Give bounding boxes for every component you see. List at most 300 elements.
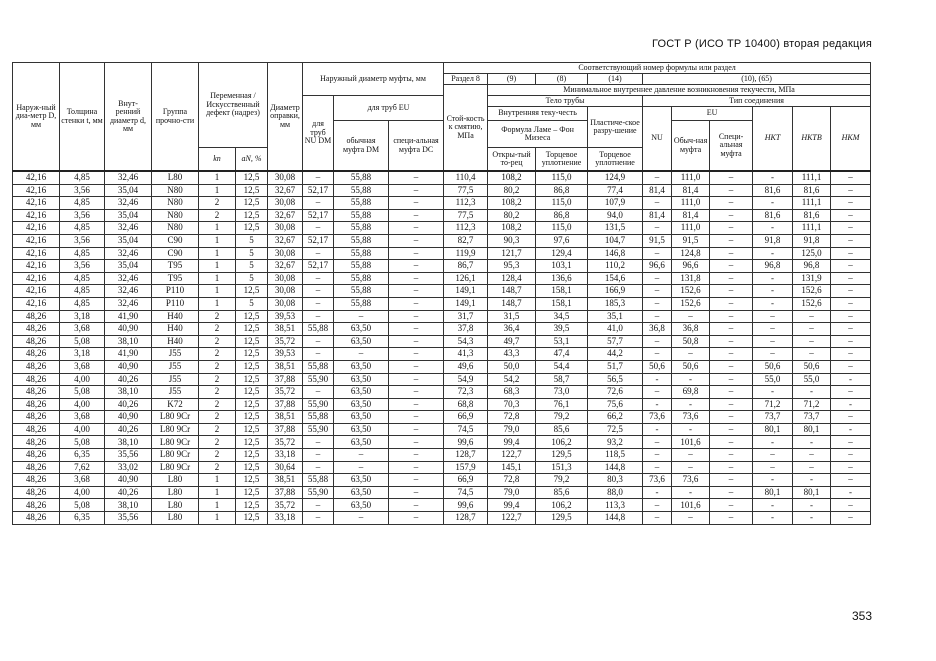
table-cell: 128,4	[488, 272, 536, 285]
table-cell: –	[710, 398, 753, 411]
table-cell: 4,85	[60, 272, 105, 285]
table-cell: 38,10	[105, 386, 152, 399]
table-cell: -	[643, 423, 672, 436]
table-cell: 41,90	[105, 310, 152, 323]
table-cell: 68,8	[444, 398, 488, 411]
table-cell: -	[672, 423, 710, 436]
table-cell: 3,68	[60, 323, 105, 336]
page-number: 353	[851, 609, 872, 623]
table-cell: 96,6	[672, 260, 710, 273]
table-cell: 73,7	[753, 411, 793, 424]
table-cell: 80,1	[753, 486, 793, 499]
table-cell: 122,7	[488, 449, 536, 462]
table-cell: 66,9	[444, 411, 488, 424]
table-cell: –	[389, 474, 444, 487]
table-cell: –	[389, 260, 444, 273]
table-cell: 55,88	[303, 411, 334, 424]
table-cell: –	[831, 260, 871, 273]
table-cell: 44,2	[588, 348, 643, 361]
table-cell: 36,4	[488, 323, 536, 336]
table-row	[13, 373, 871, 386]
table-cell: –	[710, 184, 753, 197]
table-cell: –	[710, 222, 753, 235]
table-cell: -	[753, 197, 793, 210]
table-cell: –	[389, 449, 444, 462]
table-cell: 12,5	[236, 386, 268, 399]
table-cell: 79,2	[536, 474, 588, 487]
header-outer-diameter: Наруж-ный диа-метр D, мм	[13, 63, 60, 172]
header-f10-65: (10), (65)	[643, 74, 871, 85]
table-cell: 77,5	[444, 184, 488, 197]
table-cell: 4,00	[60, 373, 105, 386]
table-cell: –	[389, 285, 444, 298]
table-cell: 73,7	[793, 411, 831, 424]
table-cell: 73,6	[672, 411, 710, 424]
table-cell: 12,5	[236, 499, 268, 512]
table-cell: 68,3	[488, 386, 536, 399]
table-cell: 2	[199, 461, 236, 474]
table-cell: J55	[152, 348, 199, 361]
table-cell: 111,1	[793, 197, 831, 210]
table-cell: 42,16	[13, 272, 60, 285]
table-cell: 3,56	[60, 209, 105, 222]
table-cell: 5,08	[60, 499, 105, 512]
table-cell: L80 9Cr	[152, 423, 199, 436]
table-cell: N80	[152, 209, 199, 222]
header-collapse: Стой-кость к смятию, МПа	[444, 85, 488, 172]
table-cell: 119,9	[444, 247, 488, 260]
table-cell: –	[389, 222, 444, 235]
table-cell: 81,4	[672, 209, 710, 222]
table-cell: 35,72	[268, 386, 303, 399]
table-cell: 124,8	[672, 247, 710, 260]
table-cell: 86,8	[536, 209, 588, 222]
table-cell: 36,8	[672, 323, 710, 336]
table-cell: 42,16	[13, 285, 60, 298]
table-cell: 7,62	[60, 461, 105, 474]
table-cell: 36,8	[643, 323, 672, 336]
table-cell: 4,85	[60, 297, 105, 310]
table-cell: 144,8	[588, 512, 643, 525]
table-cell: 5	[236, 272, 268, 285]
table-cell: –	[303, 297, 334, 310]
table-cell: 112,3	[444, 197, 488, 210]
table-cell: 55,90	[303, 398, 334, 411]
table-cell: -	[753, 171, 793, 184]
table-cell: 12,5	[236, 512, 268, 525]
table-cell: 30,08	[268, 247, 303, 260]
table-cell: –	[831, 449, 871, 462]
header-inner-diameter: Внут-ренний диаметр d, мм	[105, 63, 152, 172]
table-cell: 72,8	[488, 411, 536, 424]
table-cell: 37,88	[268, 486, 303, 499]
table-cell: P110	[152, 285, 199, 298]
table-cell: 2	[199, 398, 236, 411]
table-cell: -	[753, 247, 793, 260]
table-cell: 148,7	[488, 297, 536, 310]
table-row	[13, 222, 871, 235]
table-cell: 99,4	[488, 499, 536, 512]
table-cell: 12,5	[236, 323, 268, 336]
header-min-pressure: Минимальное внутреннее давление возникновения текучести, МПа	[488, 85, 871, 96]
table-cell: 110,2	[588, 260, 643, 273]
table-cell: –	[753, 335, 793, 348]
header-pipe-body: Тело трубы	[488, 96, 643, 107]
table-cell: 110,4	[444, 171, 488, 184]
table-cell: 31,7	[444, 310, 488, 323]
table-cell: –	[643, 247, 672, 260]
table-cell: 37,88	[268, 373, 303, 386]
table-cell: 12,5	[236, 411, 268, 424]
table-cell: 55,88	[303, 360, 334, 373]
table-cell: 55,88	[334, 260, 389, 273]
table-cell: 42,16	[13, 171, 60, 184]
table-cell: –	[753, 348, 793, 361]
table-cell: –	[303, 272, 334, 285]
header-f9: (9)	[488, 74, 536, 85]
table-cell: 91,5	[643, 234, 672, 247]
table-cell: –	[643, 449, 672, 462]
table-cell: –	[303, 449, 334, 462]
table-cell: 52,17	[303, 260, 334, 273]
table-cell: 152,6	[793, 285, 831, 298]
table-cell: –	[643, 436, 672, 449]
table-cell: 79,0	[488, 423, 536, 436]
table-cell: –	[389, 272, 444, 285]
table-cell: 148,7	[488, 285, 536, 298]
table-cell: L80	[152, 474, 199, 487]
table-cell: 48,26	[13, 436, 60, 449]
table-cell: 48,26	[13, 310, 60, 323]
table-row	[13, 247, 871, 260]
header-ductile: Пластиче-ское разру-шение	[588, 107, 643, 148]
table-cell: –	[793, 449, 831, 462]
data-table	[12, 62, 871, 525]
table-cell: 3,68	[60, 360, 105, 373]
table-cell: –	[672, 348, 710, 361]
table-cell: 38,51	[268, 323, 303, 336]
table-cell: 40,90	[105, 411, 152, 424]
table-cell: 118,5	[588, 449, 643, 462]
table-cell: 30,64	[268, 461, 303, 474]
table-cell: –	[831, 461, 871, 474]
table-cell: –	[389, 297, 444, 310]
table-cell: 81,4	[643, 209, 672, 222]
table-cell: 129,4	[536, 247, 588, 260]
table-cell: 32,67	[268, 209, 303, 222]
table-cell: 37,8	[444, 323, 488, 336]
table-cell: 32,67	[268, 234, 303, 247]
table-cell: 40,26	[105, 373, 152, 386]
table-cell: 4,00	[60, 423, 105, 436]
table-cell: –	[710, 335, 753, 348]
table-cell: -	[753, 272, 793, 285]
table-cell: 99,6	[444, 436, 488, 449]
table-cell: 54,4	[536, 360, 588, 373]
table-cell: C90	[152, 247, 199, 260]
table-cell: –	[303, 348, 334, 361]
table-cell: –	[389, 486, 444, 499]
table-cell: 85,6	[536, 486, 588, 499]
table-cell: 111,0	[672, 222, 710, 235]
header-grade: Группа прочно-сти	[152, 63, 199, 172]
table-cell: 32,46	[105, 197, 152, 210]
table-cell: –	[643, 499, 672, 512]
table-cell: 111,1	[793, 222, 831, 235]
table-cell: 33,18	[268, 449, 303, 462]
table-cell: 38,51	[268, 411, 303, 424]
table-cell: 3,56	[60, 184, 105, 197]
table-cell: 1	[199, 474, 236, 487]
table-cell: 90,3	[488, 234, 536, 247]
table-cell: 63,50	[334, 411, 389, 424]
table-cell: 131,9	[793, 272, 831, 285]
table-cell: L80	[152, 486, 199, 499]
table-cell: –	[710, 436, 753, 449]
table-cell: 34,5	[536, 310, 588, 323]
table-cell: 91,5	[672, 234, 710, 247]
table-cell: 56,5	[588, 373, 643, 386]
table-cell: 12,5	[236, 436, 268, 449]
table-cell: –	[831, 209, 871, 222]
table-cell: 12,5	[236, 348, 268, 361]
table-cell: –	[643, 272, 672, 285]
table-cell: 12,5	[236, 360, 268, 373]
table-cell: 5	[236, 260, 268, 273]
table-cell: -	[793, 474, 831, 487]
table-cell: 2	[199, 335, 236, 348]
table-cell: 30,08	[268, 197, 303, 210]
table-cell: P110	[152, 297, 199, 310]
table-cell: 4,85	[60, 285, 105, 298]
table-cell: 42,16	[13, 209, 60, 222]
table-cell: 48,26	[13, 360, 60, 373]
table-row	[13, 449, 871, 462]
table-cell: 35,72	[268, 436, 303, 449]
table-cell: 4,85	[60, 197, 105, 210]
table-cell: 91,8	[793, 234, 831, 247]
header-kn	[199, 148, 236, 172]
table-cell: 5,08	[60, 335, 105, 348]
table-cell: –	[710, 512, 753, 525]
table-row	[13, 272, 871, 285]
table-cell: –	[831, 360, 871, 373]
table-cell: 12,5	[236, 423, 268, 436]
table-cell: 3,56	[60, 234, 105, 247]
table-cell: 5	[236, 297, 268, 310]
table-cell: 5	[236, 247, 268, 260]
header-f14: (14)	[588, 74, 643, 85]
table-cell: 104,7	[588, 234, 643, 247]
table-cell: 48,26	[13, 411, 60, 424]
table-cell: 79,0	[488, 486, 536, 499]
table-cell: 73,6	[643, 474, 672, 487]
table-cell: -	[753, 436, 793, 449]
table-cell: N80	[152, 222, 199, 235]
table-cell: 12,5	[236, 461, 268, 474]
table-cell: -	[831, 486, 871, 499]
table-cell: 41,0	[588, 323, 643, 336]
table-cell: 48,26	[13, 423, 60, 436]
table-cell: –	[831, 436, 871, 449]
table-cell: –	[389, 436, 444, 449]
table-cell: –	[793, 335, 831, 348]
table-cell: -	[831, 373, 871, 386]
table-cell: -	[753, 222, 793, 235]
table-cell: –	[303, 171, 334, 184]
table-cell: 107,9	[588, 197, 643, 210]
table-cell: 72,5	[588, 423, 643, 436]
table-cell: L80 9Cr	[152, 449, 199, 462]
table-cell: N80	[152, 197, 199, 210]
table-cell: 73,6	[672, 474, 710, 487]
table-cell: –	[334, 461, 389, 474]
table-cell: –	[753, 310, 793, 323]
table-cell: 121,7	[488, 247, 536, 260]
table-cell: -	[672, 486, 710, 499]
table-cell: L80	[152, 499, 199, 512]
header-eu: EU	[672, 107, 753, 121]
header-nkt	[753, 107, 793, 172]
table-cell: –	[389, 197, 444, 210]
header-kn-label: kn	[213, 153, 221, 163]
table-cell: 63,50	[334, 486, 389, 499]
table-cell: K72	[152, 398, 199, 411]
table-cell: 106,2	[536, 436, 588, 449]
table-cell: 151,3	[536, 461, 588, 474]
table-cell: –	[831, 348, 871, 361]
table-cell: 35,04	[105, 209, 152, 222]
table-cell: 129,5	[536, 449, 588, 462]
table-cell: –	[831, 499, 871, 512]
table-row	[13, 499, 871, 512]
table-cell: 1	[199, 512, 236, 525]
table-cell: 42,16	[13, 260, 60, 273]
table-cell: 33,02	[105, 461, 152, 474]
table-cell: –	[831, 386, 871, 399]
header-eu-pipes: для труб EU	[334, 96, 444, 121]
table-cell: –	[303, 310, 334, 323]
table-cell: 2	[199, 449, 236, 462]
header-nkt-label: НКТ	[764, 133, 781, 143]
table-cell: 4,00	[60, 486, 105, 499]
table-cell: 42,16	[13, 222, 60, 235]
table-cell: 2	[199, 209, 236, 222]
table-cell: 12,5	[236, 184, 268, 197]
table-cell: 55,0	[753, 373, 793, 386]
table-cell: –	[303, 247, 334, 260]
table-body	[13, 171, 871, 524]
table-cell: 125,0	[793, 247, 831, 260]
header-an	[236, 148, 268, 172]
table-cell: 63,50	[334, 436, 389, 449]
table-cell: –	[793, 310, 831, 323]
table-cell: 72,6	[588, 386, 643, 399]
table-cell: 95,3	[488, 260, 536, 273]
table-cell: 12,5	[236, 222, 268, 235]
table-cell: 1	[199, 184, 236, 197]
table-cell: T95	[152, 272, 199, 285]
table-row	[13, 260, 871, 273]
table-cell: 40,26	[105, 398, 152, 411]
table-cell: 86,8	[536, 184, 588, 197]
table-cell: 12,5	[236, 310, 268, 323]
table-cell: –	[710, 197, 753, 210]
table-cell: 63,50	[334, 373, 389, 386]
table-cell: 81,6	[793, 184, 831, 197]
table-cell: 35,56	[105, 449, 152, 462]
table-cell: -	[643, 373, 672, 386]
table-cell: 111,1	[793, 171, 831, 184]
table-cell: 32,46	[105, 272, 152, 285]
header-connection-type: Тип соединения	[643, 96, 871, 107]
table-cell: 49,6	[444, 360, 488, 373]
table-cell: 48,26	[13, 386, 60, 399]
header-nkm	[831, 107, 871, 172]
table-cell: 55,88	[334, 297, 389, 310]
table-row	[13, 398, 871, 411]
table-cell: –	[303, 285, 334, 298]
table-cell: 35,56	[105, 512, 152, 525]
table-cell: 2	[199, 411, 236, 424]
table-cell: 63,50	[334, 323, 389, 336]
table-cell: 55,90	[303, 373, 334, 386]
table-cell: 128,7	[444, 512, 488, 525]
header-eu-regular: Обыч-ная муфта	[672, 121, 710, 172]
table-cell: –	[831, 297, 871, 310]
table-cell: 50,6	[793, 360, 831, 373]
table-cell: 50,6	[643, 360, 672, 373]
header-f8: (8)	[536, 74, 588, 85]
table-cell: C90	[152, 234, 199, 247]
table-cell: -	[753, 285, 793, 298]
table-cell: 40,26	[105, 486, 152, 499]
table-cell: 55,90	[303, 486, 334, 499]
table-cell: –	[710, 272, 753, 285]
table-row	[13, 486, 871, 499]
table-cell: –	[643, 461, 672, 474]
table-cell: 152,6	[793, 297, 831, 310]
table-cell: 2	[199, 323, 236, 336]
table-cell: 4,00	[60, 398, 105, 411]
header-internal-yield: Внутренняя теку-честь	[488, 107, 588, 121]
table-cell: 55,88	[334, 272, 389, 285]
header-section8: Раздел 8	[444, 74, 488, 85]
table-cell: –	[710, 411, 753, 424]
table-cell: 35,72	[268, 499, 303, 512]
table-cell: 122,7	[488, 512, 536, 525]
table-cell: –	[710, 297, 753, 310]
table-cell: 12,5	[236, 285, 268, 298]
table-cell: –	[303, 436, 334, 449]
table-row	[13, 285, 871, 298]
table-cell: 69,8	[672, 386, 710, 399]
table-cell: 40,90	[105, 323, 152, 336]
table-cell: 2	[199, 386, 236, 399]
table-cell: 99,4	[488, 436, 536, 449]
table-cell: 85,6	[536, 423, 588, 436]
table-cell: –	[710, 499, 753, 512]
table-cell: 158,1	[536, 297, 588, 310]
table-cell: 152,6	[672, 297, 710, 310]
table-cell: -	[793, 436, 831, 449]
table-cell: 1	[199, 247, 236, 260]
table-cell: 66,9	[444, 474, 488, 487]
table-cell: 38,10	[105, 335, 152, 348]
table-cell: -	[753, 499, 793, 512]
table-cell: 166,9	[588, 285, 643, 298]
table-cell: –	[389, 171, 444, 184]
